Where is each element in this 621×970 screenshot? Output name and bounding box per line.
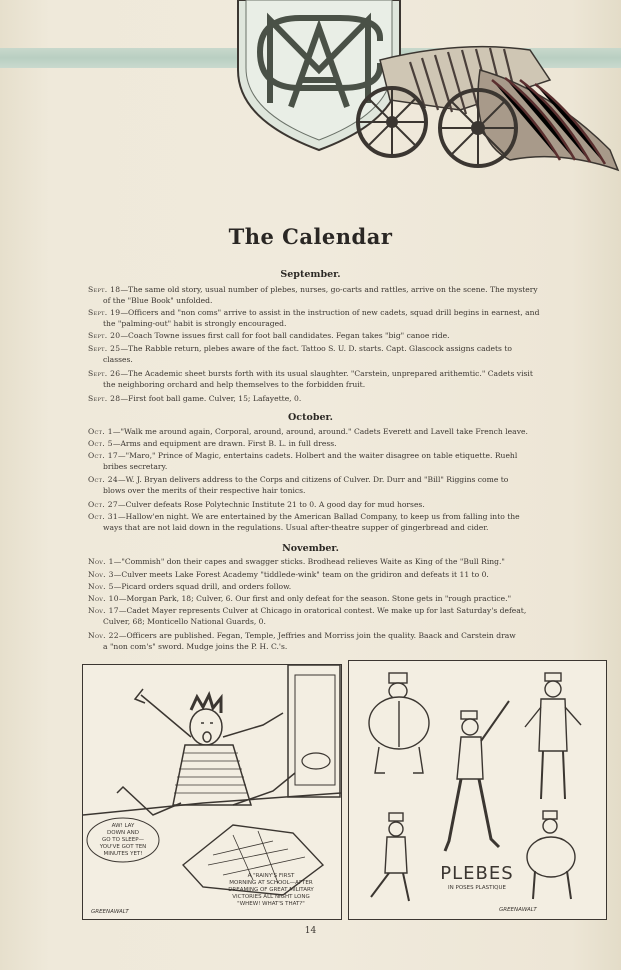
entry-date: Sept. 18 — [88, 285, 121, 294]
entry-text: —Officers and "non coms" arrive to assist in the instruction of new cadets, squad drill begins in earnest, and — [120, 308, 540, 317]
cartoon-panel-right — [348, 660, 607, 920]
entry-date: Oct. 17 — [88, 451, 118, 460]
entry-text-continued: ways that are not laid down in the regulations. Usual after-theatre supper of gingerbread and cider. — [103, 523, 489, 533]
plebe-figure-icon — [525, 673, 581, 799]
entry-date: Nov. 17 — [88, 606, 119, 615]
entry-text: —"Commish" don their capes and swagger sticks. Brodhead relieves Waite as King of the "Bull Ring." — [113, 557, 505, 566]
speech-bubble-line: MINUTES YET! — [103, 851, 143, 857]
caption-line: DREAMING OF GREAT MILITARY — [228, 887, 314, 893]
calendar-entry — [88, 307, 604, 329]
entry-text: —Coach Towne issues first call for foot ball candidates. Fegan takes "big" canoe ride. — [120, 331, 450, 340]
calendar-entry — [88, 605, 604, 627]
calendar-entry — [88, 426, 604, 437]
entry-date: Sept. 25 — [88, 344, 121, 353]
entry-date: Nov. 22 — [88, 631, 119, 640]
calendar-entry — [88, 569, 604, 580]
section-heading-november: November. — [282, 543, 339, 554]
page-title: The Calendar — [228, 224, 393, 249]
caption-line: A "RAINY'S FIRST — [247, 873, 295, 879]
entry-text-continued: the "palming-out" habit is strongly encouraged. — [103, 319, 287, 329]
cartoon-plebes — [349, 661, 606, 919]
entry-text: —"Maro," Prince of Magic, entertains cadets. Holbert and the waiter disagree on table etiquette. Ruehl — [117, 451, 518, 460]
entry-text-continued: blows over the merits of their respective hair tonics. — [103, 486, 306, 496]
calendar-entry — [88, 511, 604, 533]
entry-text: —The same old story, usual number of plebes, nurses, go-carts and rattles, arrive on the scene. The mystery — [120, 285, 538, 294]
section-heading-october: October. — [288, 412, 333, 423]
entry-text-continued: classes. — [103, 355, 133, 365]
plebe-figure-icon — [369, 673, 429, 773]
entry-text: —Arms and equipment are drawn. First B. L. in full dress. — [112, 439, 337, 448]
caption-line: MORNING AT SCHOOL—AFTER — [229, 880, 313, 886]
plebes-subtitle: IN POSES PLASTIQUE — [448, 885, 506, 891]
entry-text: —Culver meets Lake Forest Academy "tiddlede-wink" team on the gridiron and defeats it 11 to 0. — [113, 570, 489, 579]
entry-date: Nov. 3 — [88, 570, 114, 579]
calendar-entry — [88, 630, 604, 652]
entry-text-continued: bribes secretary. — [103, 462, 168, 472]
entry-text: —Officers are published. Fegan, Temple, Jeffries and Morriss join the quality. Baack and Carstein draw — [118, 631, 516, 640]
cartoon-panel-left — [82, 664, 342, 920]
entry-date: Nov. 10 — [88, 594, 119, 603]
entry-text: —"Walk me around again, Corporal, around, around, around." Cadets Everett and Lavell take French leave. — [112, 427, 528, 436]
calendar-entry — [88, 284, 604, 306]
speech-bubble-line: GO TO SLEEP— — [101, 837, 145, 843]
entry-text-continued: of the "Blue Book" unfolded. — [103, 296, 213, 306]
entry-text: —Picard orders squad drill, and orders follow. — [113, 582, 292, 591]
entry-text-continued: Culver, 68; Monticello National Guards, 0. — [103, 617, 266, 627]
speech-bubble-line: YOU'VE GOT TEN — [99, 844, 147, 850]
calendar-entry — [88, 343, 604, 365]
calendar-entry — [88, 499, 604, 510]
entry-text: —The Rabble return, plebes aware of the fact. Tattoo S. U. D. starts. Capt. Glascock assigns cadets to — [120, 344, 512, 353]
calendar-entry — [88, 593, 604, 604]
entry-text: —The Academic sheet bursts forth with its usual slaughter. "Carstein, unprepared arithemtic." Cadets visit — [120, 369, 533, 378]
header-illustration — [230, 0, 620, 176]
calendar-entry — [88, 393, 604, 404]
calendar-entry — [88, 368, 604, 390]
cartoon-sleeping-cadet — [83, 665, 341, 919]
entry-text: —Morgan Park, 18; Culver, 6. Our first and only defeat for the season. Stone gets in "rough practice." — [118, 594, 512, 603]
entry-text: —Hallow'en night. We are entertained by the American Ballad Company, to keep us from falling into the — [117, 512, 520, 521]
page-number: 14 — [304, 926, 317, 936]
section-heading-september: September. — [280, 269, 341, 280]
entry-date: Oct. 1 — [88, 427, 113, 436]
plebe-figure-icon — [527, 811, 575, 899]
entry-date: Oct. 27 — [88, 500, 118, 509]
cadet-figure-icon — [83, 689, 341, 815]
caption-line: "WHEW! WHAT'S THAT?" — [237, 901, 305, 907]
artist-signature: GREENAWALT — [499, 907, 537, 913]
caption-line: VICTORIES ALL NIGHT LONG — [232, 894, 310, 900]
entry-date: Sept. 20 — [88, 331, 121, 340]
speech-bubble-line: DOWN AND — [107, 830, 139, 836]
artist-signature: GREENAWALT — [91, 909, 129, 915]
entry-text-continued: a "non com's" sword. Mudge joins the P. H. C.'s. — [103, 642, 288, 652]
calendar-entry — [88, 556, 604, 567]
entry-date: Sept. 26 — [88, 369, 121, 378]
cannon-icon — [358, 47, 618, 170]
entry-date: Oct. 24 — [88, 475, 118, 484]
calendar-entry — [88, 581, 604, 592]
calendar-entry — [88, 474, 604, 496]
entry-date: Oct. 5 — [88, 439, 113, 448]
entry-text: —Cadet Mayer represents Culver at Chicago in oratorical contest. We make up for last Saturday's defeat, — [118, 606, 527, 615]
entry-date: Sept. 19 — [88, 308, 121, 317]
entry-text: —First foot ball game. Culver, 15; Lafayette, 0. — [120, 394, 302, 403]
calendar-entry — [88, 438, 604, 449]
speech-bubble-line: AW! LAY — [111, 823, 135, 829]
entry-date: Sept. 28 — [88, 394, 121, 403]
entry-date: Nov. 5 — [88, 582, 114, 591]
calendar-entry — [88, 450, 604, 472]
entry-text-continued: the neighboring orchard and help themselves to the forbidden fruit. — [103, 380, 366, 390]
plebe-figure-icon — [445, 701, 509, 851]
calendar-entry — [88, 330, 604, 341]
plebe-figure-icon — [371, 813, 409, 901]
entry-text: —Culver defeats Rose Polytechnic Institute 21 to 0. A good day for mud horses. — [117, 500, 425, 509]
plebes-title: PLEBES — [440, 863, 514, 884]
entry-date: Nov. 1 — [88, 557, 114, 566]
monogram-text: CMA — [317, 170, 321, 171]
entry-date: Oct. 31 — [88, 512, 118, 521]
entry-text: —W. J. Bryan delivers address to the Corps and citizens of Culver. Dr. Durr and "Bill" Riggins come to — [117, 475, 509, 484]
